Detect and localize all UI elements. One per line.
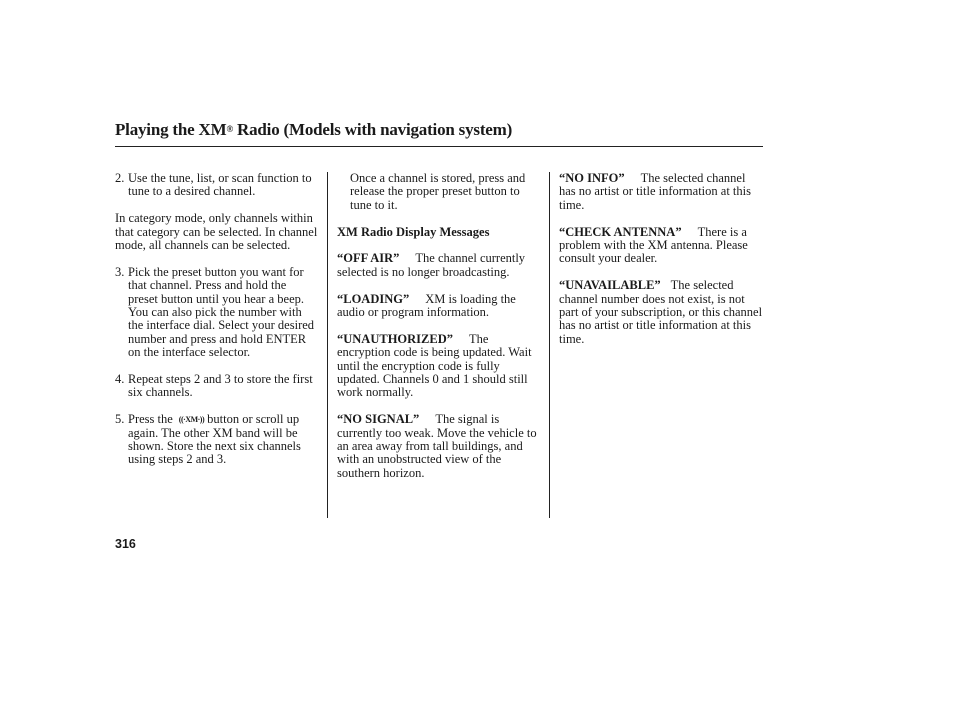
message-loading: “LOADING” XM is loading the audio or program information. — [337, 291, 516, 320]
step-5: 5. Press the ((·XM·)) button or scroll up again. The other XM band will be shown. Store the next six channels using steps 2 and 3. — [115, 412, 301, 467]
message-unauthorized: “UNAUTHORIZED” The encryption code is being updated. Wait until the encryption code is fully updated. Channels 0 and 1 should still work normally. — [337, 331, 532, 400]
title-rule — [115, 146, 763, 147]
registered-mark: ® — [226, 124, 233, 134]
right-column — [559, 172, 763, 360]
column-divider-1 — [327, 172, 328, 518]
left-column — [115, 172, 319, 480]
message-unavailable: “UNAVAILABLE” The selected channel number does not exist, is not part of your subscription, or this channel has no artist or title information at this time. — [559, 278, 763, 346]
stored-channel-note: Once a channel is stored, press and release the proper preset button to tune to it. — [350, 171, 526, 212]
step-3: 3. Pick the preset button you want for that channel. Press and hold the preset button until you hear a beep. You can also pick the number with the interface dial. Select your desired number and press and hold ENTER on the interface selector. — [115, 264, 315, 360]
message-no-info: “NO INFO” The selected channel has no artist or title information at this time. — [559, 171, 751, 212]
page-title: Playing the XM® Radio (Models with navigation system) — [115, 120, 513, 139]
message-off-air: “OFF AIR” The channel currently selected is no longer broadcasting. — [337, 251, 526, 279]
step-4: 4. Repeat steps 2 and 3 to store the first six channels. — [115, 372, 313, 400]
column-divider-2 — [549, 172, 550, 518]
message-no-signal: “NO SIGNAL” The signal is currently too weak. Move the vehicle to an area away from tall buildings, and with an unobstructed view of the southern horizon. — [337, 412, 537, 480]
step-2-note: In category mode, only channels within that category can be selected. In channel mode, all channels can be selected. — [115, 211, 318, 253]
step-2: 2. Use the tune, list, or scan function to tune to a desired channel. — [115, 171, 312, 199]
section-heading: XM Radio Display Messages — [337, 224, 490, 239]
page-number: 316 — [115, 537, 136, 551]
xm-band-button-icon: ((·XM·)) — [178, 415, 205, 425]
middle-column — [337, 172, 543, 494]
message-check-antenna: “CHECK ANTENNA” There is a problem with the XM antenna. Please consult your dealer. — [559, 224, 748, 266]
